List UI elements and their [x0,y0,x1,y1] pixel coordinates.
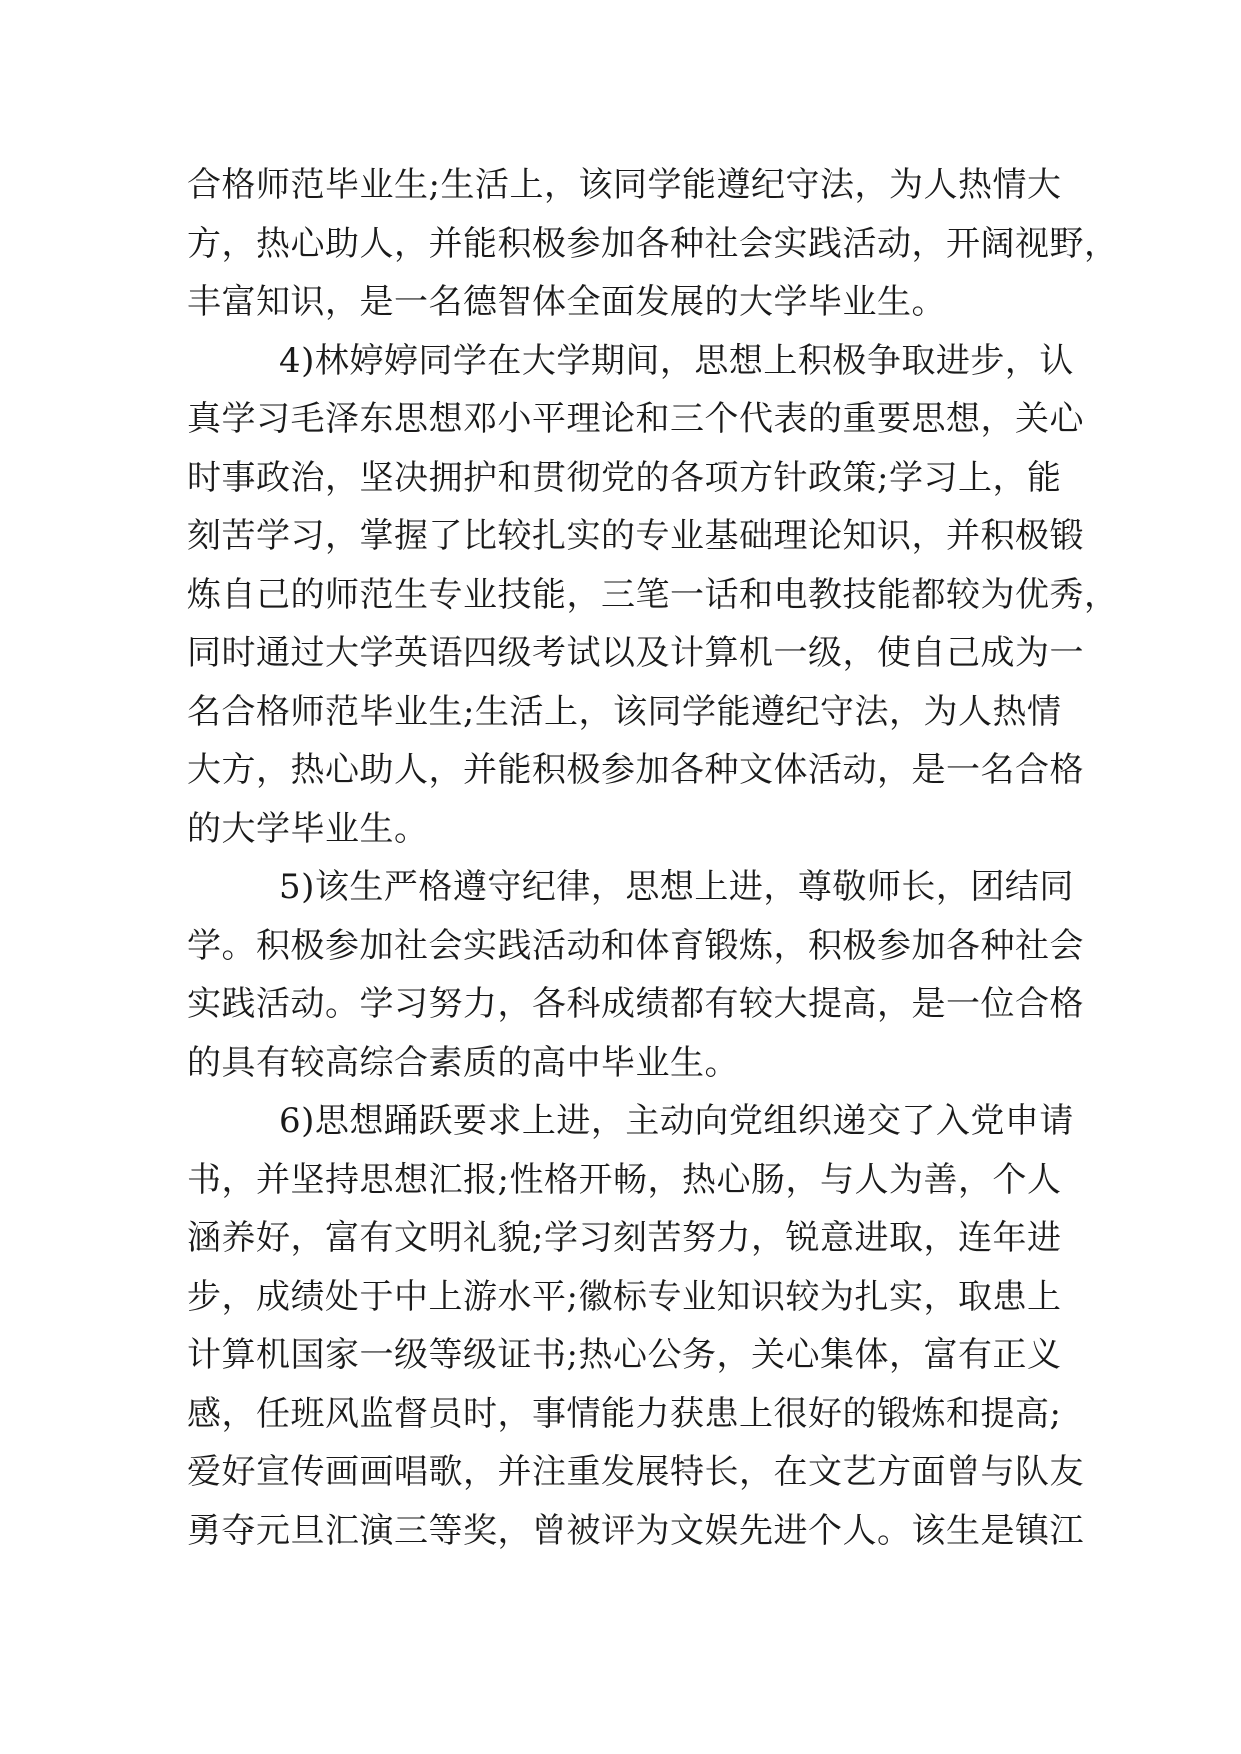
text-line: 名合格师范毕业生;生活上，该同学能遵纪守法，为人热情 [187,691,1062,732]
text-line: 真学习毛泽东思想邓小平理论和三个代表的重要思想，关心 [187,399,1084,439]
document-body [187,156,1119,1560]
text-line: 爱好宣传画画唱歌，并注重发展特长，在文艺方面曾与队友 [187,1452,1084,1492]
text-line: 同时通过大学英语四级考试以及计算机一级，使自己成为一 [187,633,1084,673]
paragraph-2 [187,332,1119,859]
paragraph-4 [187,1092,1084,1560]
text-line: 学。积极参加社会实践活动和体育锻炼，积极参加各种社会 [187,925,1084,966]
text-line: 计算机国家一级等级证书;热心公务，关心集体，富有正义 [187,1335,1062,1375]
text-line: 合格师范毕业生;生活上，该同学能遵纪守法，为人热情大 [187,165,1062,205]
text-line: 丰富知识，是一名德智体全面发展的大学毕业生。 [187,282,946,322]
text-line: 时事政治，坚决拥护和贯彻党的各项方针政策;学习上，能 [187,457,1062,498]
text-line: 步，成绩处于中上游水平;徽标专业知识较为扎实，取患上 [187,1276,1062,1317]
text-line: 刻苦学习，掌握了比较扎实的专业基础理论知识，并积极锻 [187,516,1084,556]
paragraph-3 [187,858,1084,1092]
text-line: 方，热心助人，并能积极参加各种社会实践活动，开阔视野， [187,223,1119,264]
text-line: 4)林婷婷同学在大学期间，思想上积极争取进步，认 [279,340,1074,381]
text-line: 感，任班风监督员时，事情能力获患上很好的锻炼和提高; [187,1393,1062,1434]
text-line: 5)该生严格遵守纪律，思想上进，尊敬师长，团结同 [279,867,1074,907]
text-line: 大方，热心助人，并能积极参加各种文体活动，是一名合格 [187,750,1084,790]
text-line: 的大学毕业生。 [187,808,429,849]
text-line: 书，并坚持思想汇报;性格开畅，热心肠，与人为善，个人 [187,1159,1062,1200]
text-line: 的具有较高综合素质的高中毕业生。 [187,1042,739,1083]
text-line: 涵养好，富有文明礼貌;学习刻苦努力，锐意进取，连年进 [187,1218,1062,1258]
paragraph-1 [187,156,1119,332]
text-line: 实践活动。学习努力，各科成绩都有较大提高，是一位合格 [187,984,1084,1024]
text-line: 炼自己的师范生专业技能，三笔一话和电教技能都较为优秀， [187,574,1119,615]
text-line: 勇夺元旦汇演三等奖，曾被评为文娱先进个人。该生是镇江 [187,1510,1084,1551]
text-line: 6)思想踊跃要求上进，主动向党组织递交了入党申请 [279,1101,1074,1141]
